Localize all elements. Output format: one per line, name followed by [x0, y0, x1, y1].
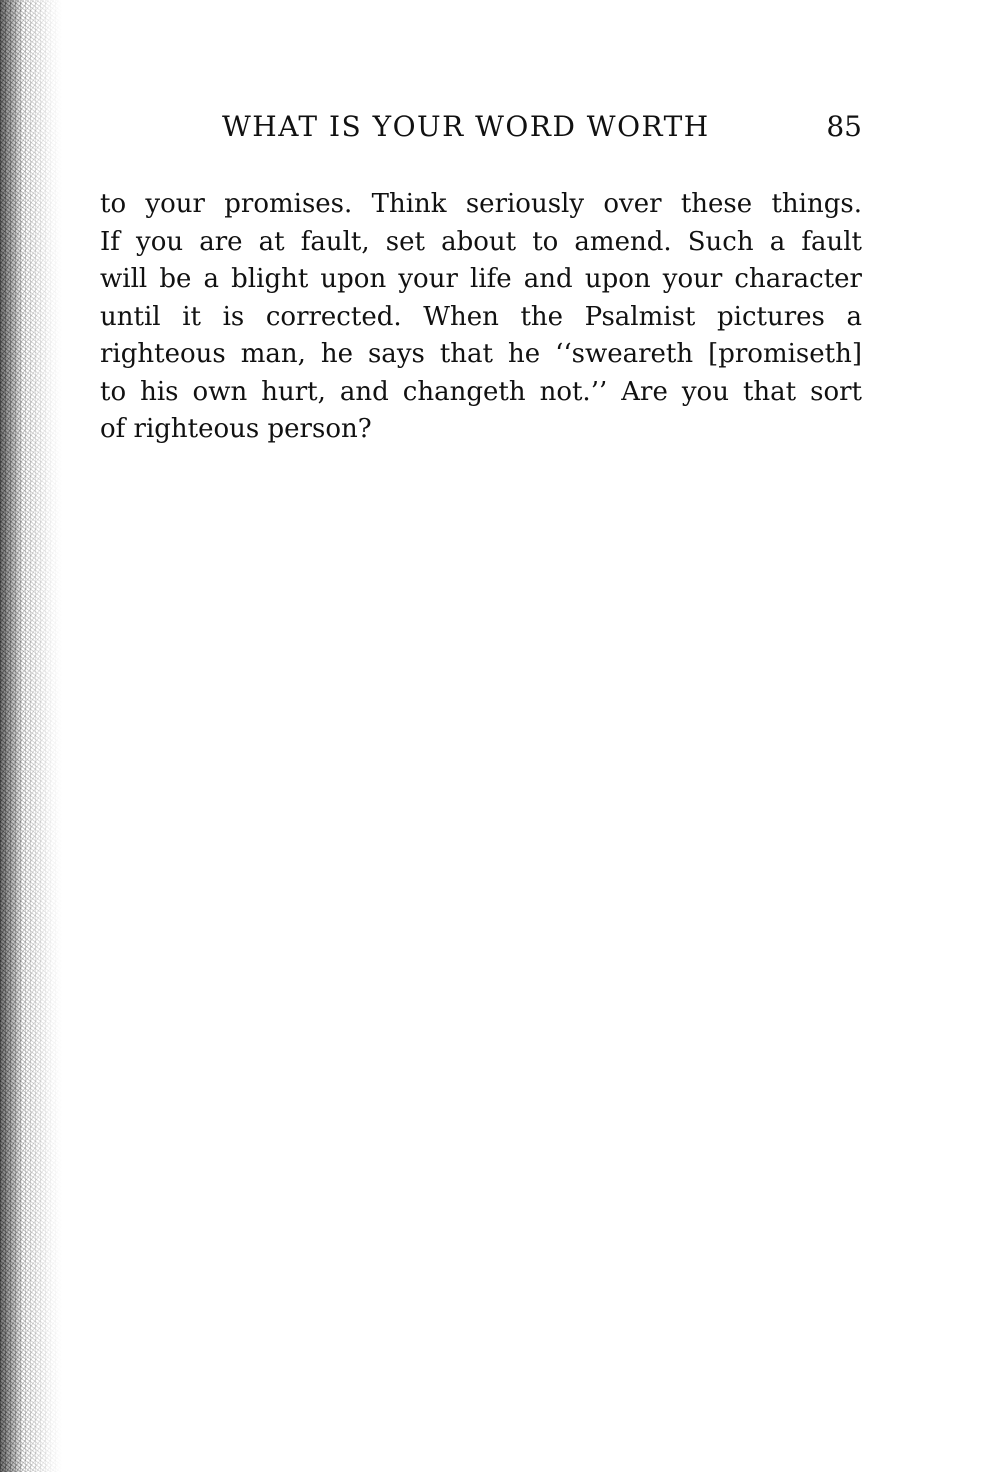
running-title: WHAT IS YOUR WORD WORTH	[222, 110, 710, 143]
binding-gutter-edge	[0, 0, 22, 1472]
text-line: to your promises. Think seriously over these things.	[100, 189, 862, 219]
text-line: until it is corrected. When the Psalmist pictures a	[100, 301, 862, 332]
text-line: to his own hurt, and changeth not.’’ Are you that sort	[100, 376, 862, 407]
text-line: will be a blight upon your life and upon your character	[100, 264, 862, 294]
text-line: righteous man, he says that he ‘‘sweareth [promiseth]	[100, 339, 862, 369]
page-number: 85	[826, 110, 862, 143]
body-paragraph	[100, 186, 862, 449]
text-line: If you are at fault, set about to amend. Such a fault	[100, 226, 862, 257]
text-line: of righteous person?	[100, 414, 372, 444]
running-head	[100, 110, 862, 150]
